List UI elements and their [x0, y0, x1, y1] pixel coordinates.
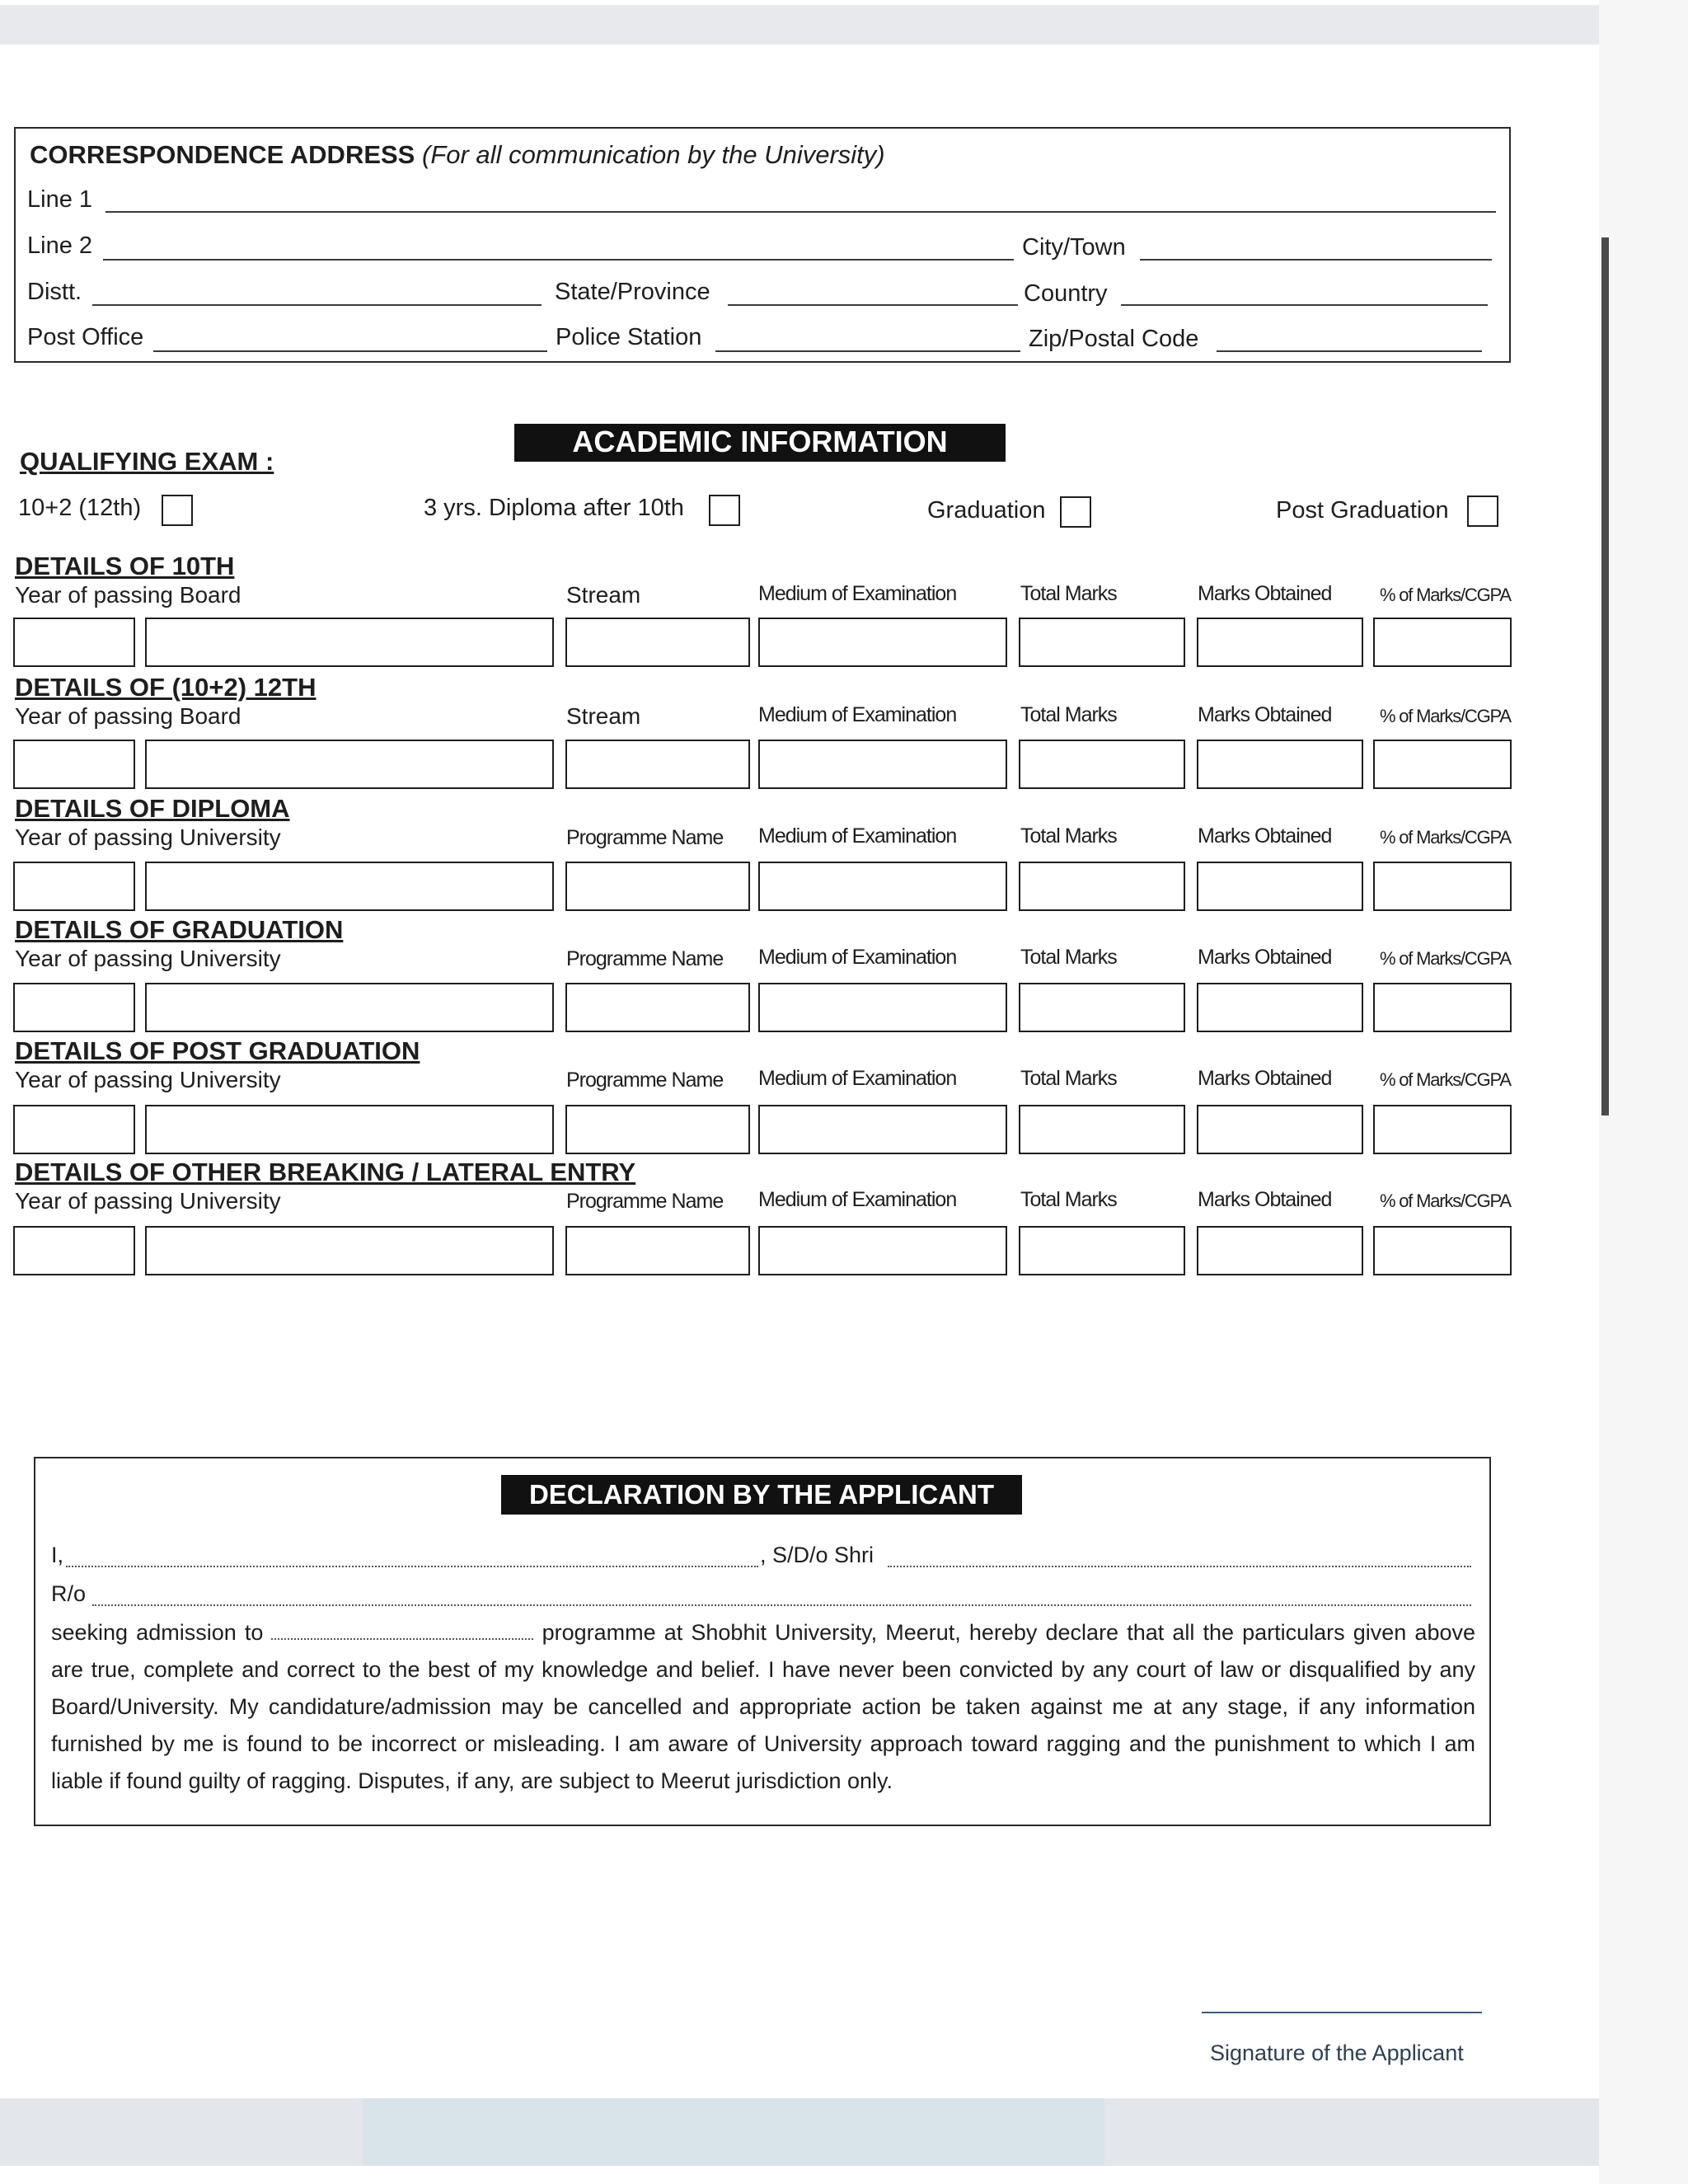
section-12th-total: Total Marks: [1020, 703, 1117, 726]
declaration-seeking-label: seeking admission to: [51, 1620, 264, 1645]
line1-label: Line 1: [27, 186, 93, 213]
section-post-graduation-title: DETAILS OF POST GRADUATION: [15, 1036, 420, 1065]
section-post-graduation-percent-box[interactable]: [1373, 1105, 1512, 1154]
zip-field[interactable]: [1217, 350, 1482, 352]
declaration-i-label: I,: [51, 1543, 64, 1567]
section-post-graduation-total: Total Marks: [1020, 1067, 1117, 1090]
option-post-graduation-label: Post Graduation: [1276, 497, 1449, 524]
section-10th-obtained-box[interactable]: [1197, 618, 1363, 667]
declaration-name-field[interactable]: [66, 1566, 758, 1567]
section-graduation-percent-box[interactable]: [1373, 983, 1512, 1032]
section-lateral-entry-year-box[interactable]: [13, 1226, 135, 1275]
section-diploma-obtained-box[interactable]: [1197, 862, 1363, 911]
section-lateral-entry-percent: % of Marks/CGPA: [1380, 1191, 1511, 1211]
section-graduation-university-box[interactable]: [145, 983, 554, 1032]
state-label: State/Province: [555, 279, 710, 305]
correspondence-title-row: [30, 140, 885, 170]
option-12th-label: 10+2 (12th): [18, 495, 142, 521]
section-lateral-entry-col1: Year of passing University: [15, 1188, 281, 1214]
section-12th-medium: Medium of Examination: [758, 703, 957, 726]
section-10th-total-box[interactable]: [1019, 618, 1185, 667]
section-12th-total-box[interactable]: [1019, 740, 1185, 789]
option-post-graduation-checkbox[interactable]: [1467, 496, 1498, 527]
section-post-graduation-col1: Year of passing University: [15, 1067, 281, 1092]
qualifying-exam-title: QUALIFYING EXAM :: [20, 447, 274, 476]
section-diploma-medium: Medium of Examination: [758, 824, 957, 848]
section-10th-percent-box[interactable]: [1373, 618, 1512, 667]
section-diploma-percent-box[interactable]: [1373, 862, 1512, 911]
declaration-sdo-label: , S/D/o Shri: [760, 1543, 874, 1567]
section-lateral-entry-obtained: Marks Obtained: [1198, 1188, 1332, 1211]
option-12th-checkbox[interactable]: [162, 495, 193, 526]
section-diploma-obtained: Marks Obtained: [1198, 824, 1332, 848]
section-12th-percent-box[interactable]: [1373, 740, 1512, 789]
section-diploma-programme-box[interactable]: [565, 862, 750, 911]
section-post-graduation-col2: Programme Name: [566, 1069, 724, 1092]
section-12th-percent: % of Marks/CGPA: [1380, 706, 1511, 726]
section-graduation-percent: % of Marks/CGPA: [1380, 948, 1511, 969]
distt-field[interactable]: [92, 304, 542, 306]
section-12th-stream-box[interactable]: [565, 740, 750, 789]
section-post-graduation-percent: % of Marks/CGPA: [1380, 1069, 1511, 1090]
section-diploma-year-box[interactable]: [13, 862, 135, 911]
section-12th-year-box[interactable]: [13, 740, 135, 789]
section-diploma-title: DETAILS OF DIPLOMA: [15, 794, 290, 823]
section-12th-medium-box[interactable]: [758, 740, 1007, 789]
section-10th-col1: Year of passing Board: [15, 582, 241, 608]
section-12th-title: DETAILS OF (10+2) 12TH: [15, 673, 316, 702]
section-diploma-percent: % of Marks/CGPA: [1380, 827, 1511, 848]
declaration-ro-label: R/o: [51, 1581, 87, 1606]
section-graduation-col1: Year of passing University: [15, 946, 281, 971]
section-lateral-entry-col2: Programme Name: [566, 1190, 724, 1213]
section-10th-medium-box[interactable]: [758, 618, 1007, 667]
section-10th-obtained: Marks Obtained: [1198, 582, 1332, 605]
section-diploma-col2: Programme Name: [566, 826, 724, 849]
section-12th-obtained: Marks Obtained: [1198, 703, 1332, 726]
section-12th-board-box[interactable]: [145, 740, 554, 789]
section-lateral-entry-total-box[interactable]: [1019, 1226, 1185, 1275]
signature-line[interactable]: [1202, 2012, 1482, 2013]
section-10th-board-box[interactable]: [145, 618, 554, 667]
option-diploma-checkbox[interactable]: [709, 495, 740, 526]
section-lateral-entry-medium-box[interactable]: [758, 1226, 1007, 1275]
academic-information-banner: ACADEMIC INFORMATION: [514, 424, 1006, 462]
declaration-parent-field[interactable]: [888, 1566, 1471, 1567]
section-graduation-obtained-box[interactable]: [1197, 983, 1363, 1032]
country-label: Country: [1024, 280, 1108, 307]
post-office-field[interactable]: [153, 350, 547, 352]
city-label: City/Town: [1022, 234, 1126, 261]
option-graduation-label: Graduation: [927, 497, 1046, 524]
declaration-programme-field[interactable]: [271, 1622, 533, 1640]
declaration-body: [51, 1614, 1475, 1800]
section-lateral-entry-obtained-box[interactable]: [1197, 1226, 1363, 1275]
section-12th-col1: Year of passing Board: [15, 703, 241, 729]
section-10th-stream-box[interactable]: [565, 618, 750, 667]
line1-field[interactable]: [106, 211, 1496, 213]
line2-label: Line 2: [27, 232, 93, 259]
state-field[interactable]: [728, 304, 1018, 306]
section-graduation-obtained: Marks Obtained: [1198, 946, 1332, 969]
section-lateral-entry-title: DETAILS OF OTHER BREAKING / LATERAL ENTRY: [15, 1158, 636, 1186]
section-10th-year-box[interactable]: [13, 618, 135, 667]
distt-label: Distt.: [27, 279, 82, 305]
scan-right-edge: [1599, 0, 1688, 2184]
correspondence-subtitle: (For all communication by the University): [422, 140, 885, 169]
section-10th-total: Total Marks: [1020, 582, 1117, 605]
signature-label: Signature of the Applicant: [1210, 2041, 1464, 2065]
declaration-banner: DECLARATION BY THE APPLICANT: [501, 1475, 1022, 1515]
city-field[interactable]: [1140, 259, 1492, 261]
section-10th-col2: Stream: [566, 582, 641, 608]
section-graduation-medium-box[interactable]: [758, 983, 1007, 1032]
section-lateral-entry-total: Total Marks: [1020, 1188, 1117, 1211]
section-lateral-entry-programme-box[interactable]: [565, 1226, 750, 1275]
section-lateral-entry-medium: Medium of Examination: [758, 1188, 957, 1211]
section-post-graduation-total-box[interactable]: [1019, 1105, 1185, 1154]
section-diploma-medium-box[interactable]: [758, 862, 1007, 911]
police-station-label: Police Station: [556, 324, 702, 350]
section-diploma-university-box[interactable]: [145, 862, 554, 911]
section-post-graduation-year-box[interactable]: [13, 1105, 135, 1154]
declaration-body-text: programme at Shobhit University, Meerut, hereby declare that all the particulars given above are true, complete and correct to the best of my knowledge and belief. I have never been convicted by any court of law or disqualified by any Board/University. My candidature/admission may be cancelled and appropriate action be taken against me at any stage, if any information furnished by me is found to be incorrect or misleading. I am aware of University approach toward ragging and the punishment to which I am liable if found guilty of ragging. Disputes, if any, are subject to Meerut jurisdiction only.: [51, 1620, 1475, 1793]
post-office-label: Post Office: [27, 324, 144, 350]
police-station-field[interactable]: [715, 350, 1020, 352]
section-post-graduation-medium: Medium of Examination: [758, 1067, 957, 1090]
section-12th-obtained-box[interactable]: [1197, 740, 1363, 789]
section-post-graduation-university-box[interactable]: [145, 1105, 554, 1154]
section-diploma-total-box[interactable]: [1019, 862, 1185, 911]
section-post-graduation-medium-box[interactable]: [758, 1105, 1007, 1154]
section-graduation-total: Total Marks: [1020, 946, 1117, 969]
section-post-graduation-obtained: Marks Obtained: [1198, 1067, 1332, 1090]
country-field[interactable]: [1121, 304, 1488, 306]
section-lateral-entry-university-box[interactable]: [145, 1226, 554, 1275]
declaration-residence-field[interactable]: [92, 1604, 1471, 1606]
section-graduation-year-box[interactable]: [13, 983, 135, 1032]
section-graduation-total-box[interactable]: [1019, 983, 1185, 1032]
section-graduation-medium: Medium of Examination: [758, 946, 957, 969]
line2-field[interactable]: [103, 259, 1014, 261]
section-graduation-title: DETAILS OF GRADUATION: [15, 915, 344, 944]
option-diploma-label: 3 yrs. Diploma after 10th: [424, 495, 684, 521]
zip-label: Zip/Postal Code: [1029, 326, 1199, 352]
section-12th-col2: Stream: [566, 703, 641, 729]
section-post-graduation-programme-box[interactable]: [565, 1105, 750, 1154]
section-10th-percent: % of Marks/CGPA: [1380, 585, 1511, 605]
section-10th-title: DETAILS OF 10TH: [15, 552, 235, 580]
section-graduation-programme-box[interactable]: [565, 983, 750, 1032]
section-graduation-col2: Programme Name: [566, 947, 724, 970]
section-post-graduation-obtained-box[interactable]: [1197, 1105, 1363, 1154]
scan-bottom-band-tint: [363, 2098, 1104, 2166]
option-graduation-checkbox[interactable]: [1060, 496, 1091, 528]
scan-top-band: [0, 5, 1599, 45]
section-diploma-total: Total Marks: [1020, 824, 1117, 848]
section-lateral-entry-percent-box[interactable]: [1373, 1226, 1512, 1275]
section-10th-medium: Medium of Examination: [758, 582, 957, 605]
scan-right-dark-strip: [1601, 237, 1609, 1115]
section-diploma-col1: Year of passing University: [15, 824, 281, 850]
correspondence-title: CORRESPONDENCE ADDRESS: [30, 140, 415, 169]
